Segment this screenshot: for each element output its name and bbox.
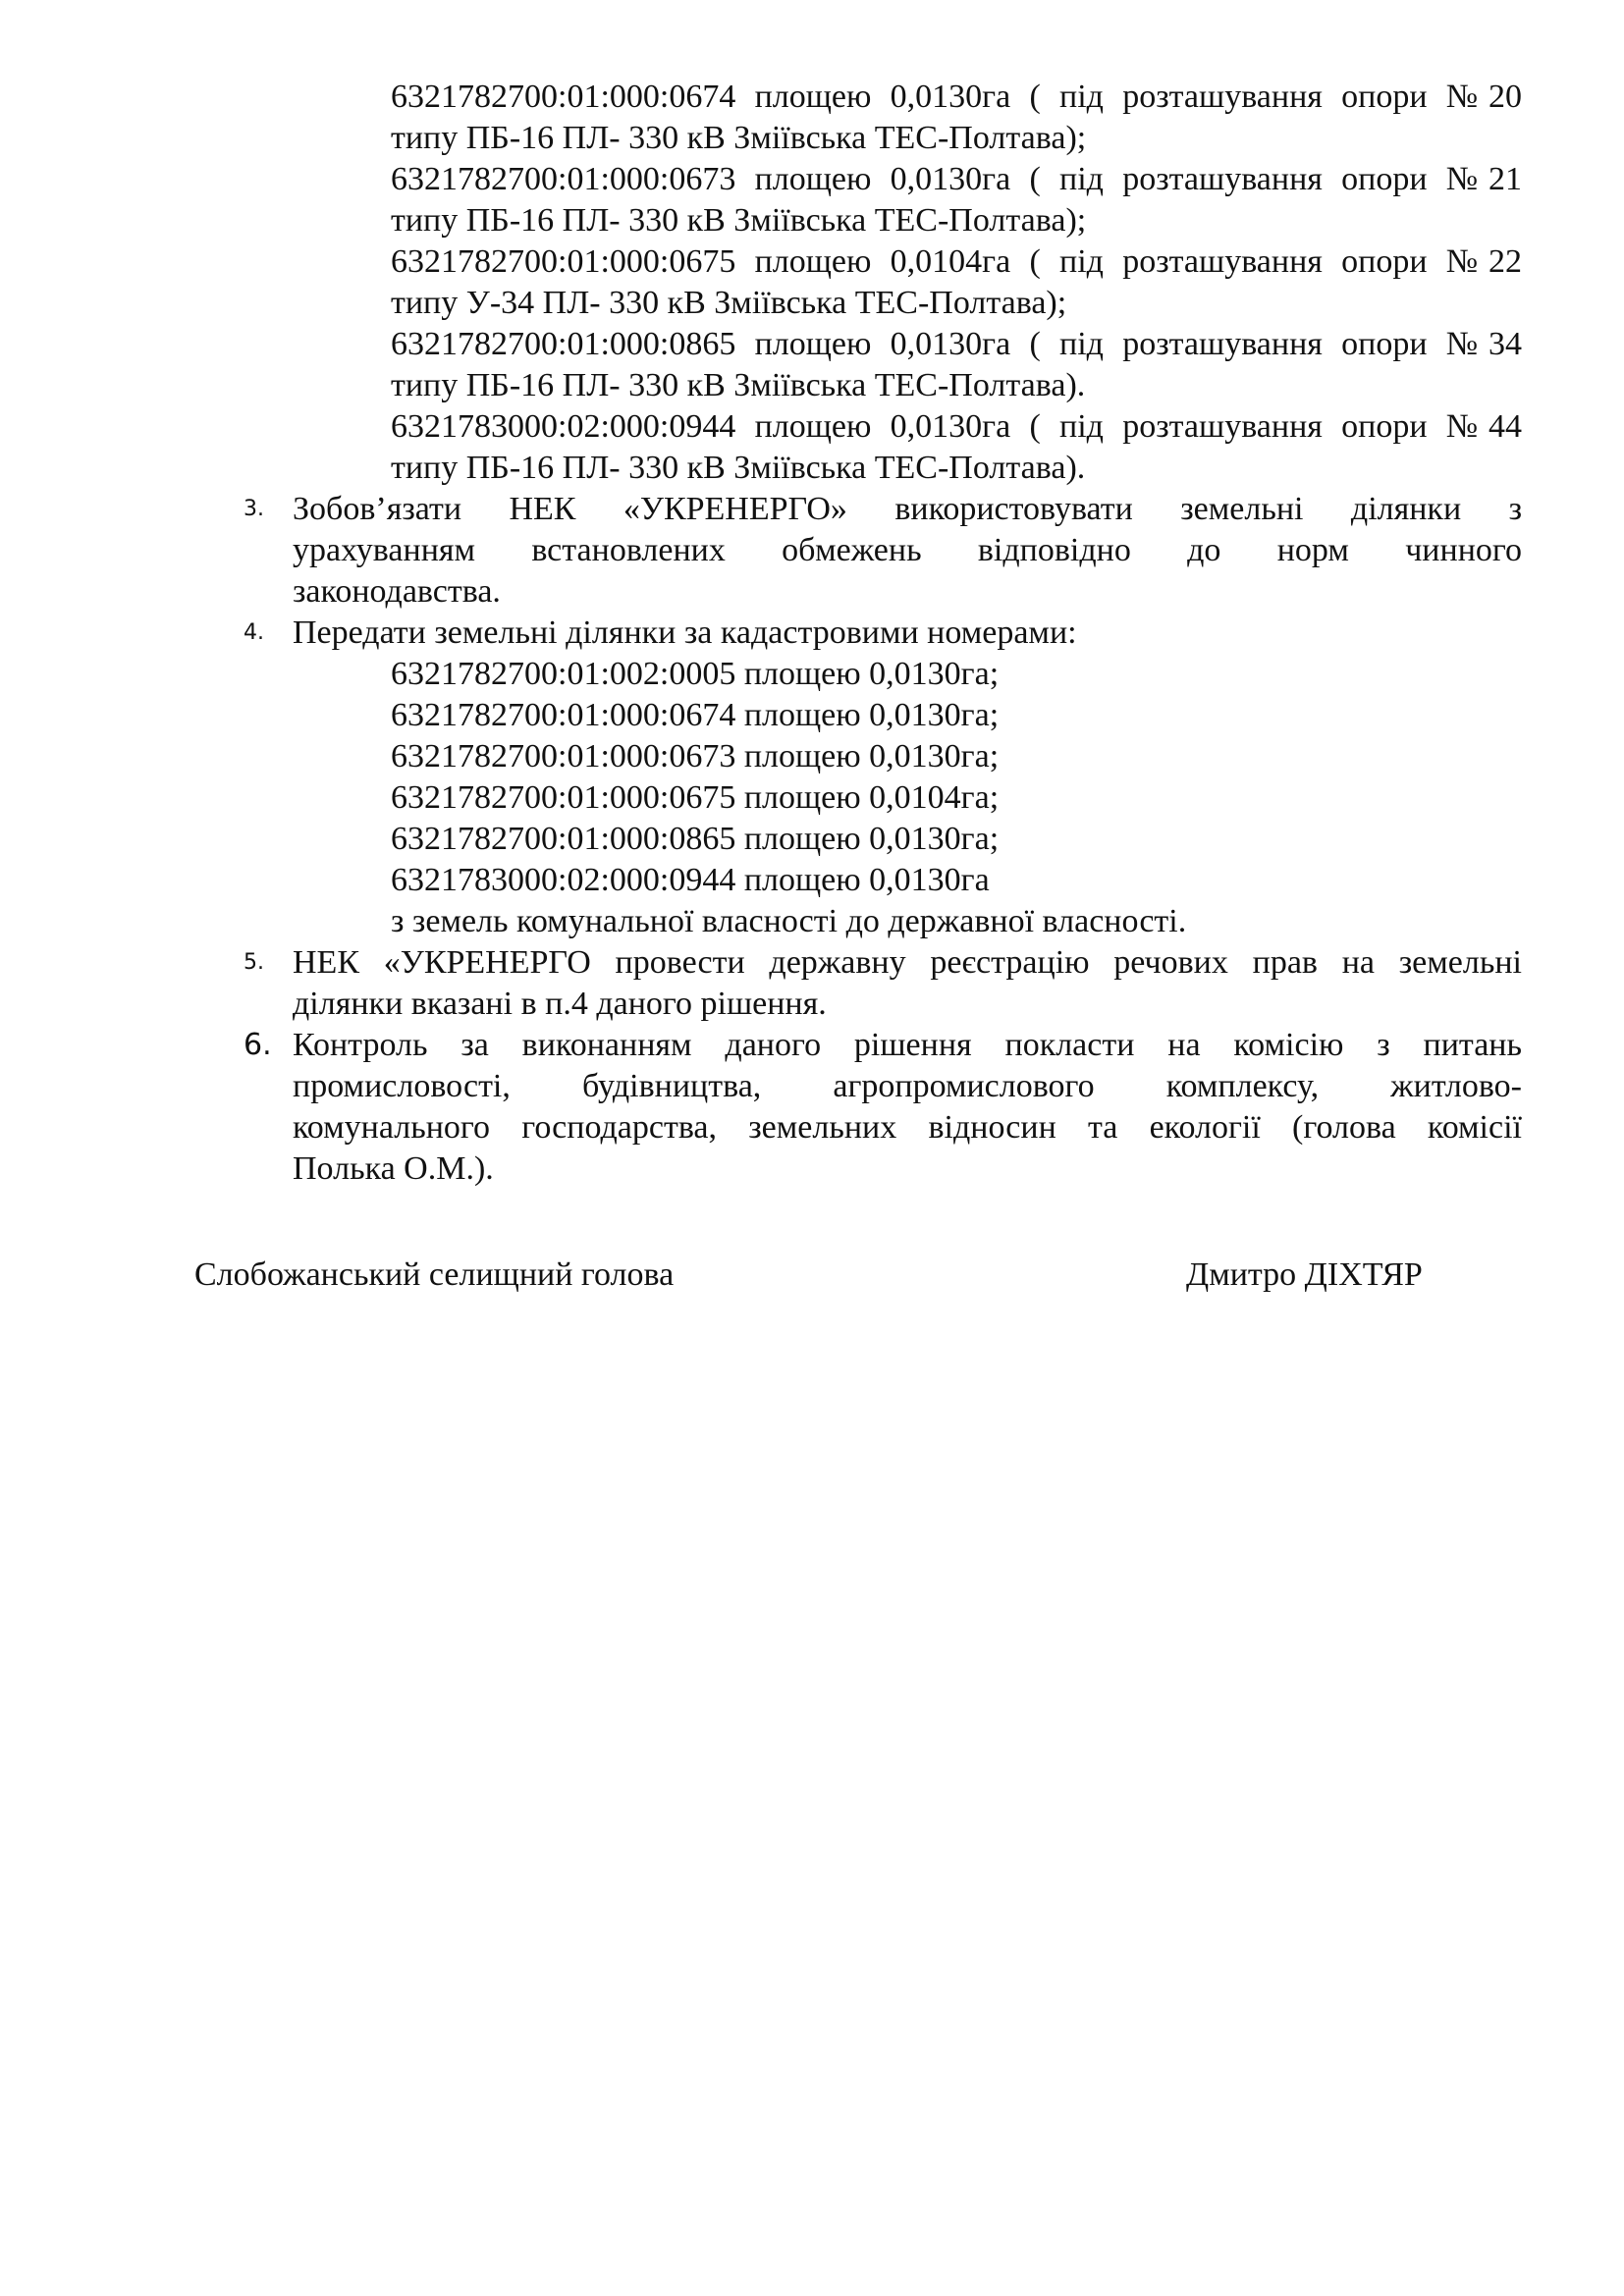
cadastral-entry: 6321782700:01:000:0675 площею 0,0104га; bbox=[391, 779, 1000, 816]
item-text-line: Передати земельні ділянки за кадастровими номерами: bbox=[293, 614, 1077, 651]
item-number: 3. bbox=[244, 497, 264, 521]
parcel-line: типу ПБ-16 ПЛ- 330 кВ Зміївська ТЕС-Полтава). bbox=[391, 450, 1086, 486]
cadastral-entry: 6321782700:01:000:0865 площею 0,0130га; bbox=[391, 821, 1000, 857]
parcel-entry bbox=[391, 324, 1522, 406]
parcel-line: типу ПБ-16 ПЛ- 330 кВ Зміївська ТЕС-Полтава); bbox=[391, 120, 1087, 156]
item-text-line: промисловості, будівництва, агропромислового комплексу, житлово- bbox=[293, 1068, 1522, 1104]
parcel-line: 6321782700:01:000:0674 площею 0,0130га ( під розташування опори №20 bbox=[391, 79, 1522, 115]
item-text-line: Контроль за виконанням даного рішення покласти на комісію з питань bbox=[293, 1027, 1522, 1063]
item-text-line: урахуванням встановлених обмежень відповідно до норм чинного bbox=[293, 532, 1522, 568]
cadastral-entry: 6321782700:01:000:0673 площею 0,0130га; bbox=[391, 738, 1000, 774]
signatory-position: Слобожанський селищний голова bbox=[194, 1256, 675, 1293]
parcel-line: типу ПБ-16 ПЛ- 330 кВ Зміївська ТЕС-Полтава). bbox=[391, 367, 1086, 403]
item-number: 6. bbox=[244, 1028, 272, 1062]
item-text-line: ділянки вказані в п.4 даного рішення. bbox=[293, 986, 827, 1022]
document-body bbox=[196, 77, 1522, 1190]
parcel-line: 6321783000:02:000:0944 площею 0,0130га ( під розташування опори №44 bbox=[391, 408, 1522, 445]
parcel-line: 6321782700:01:000:0865 площею 0,0130га ( під розташування опори №34 bbox=[391, 326, 1522, 362]
decision-item-5 bbox=[196, 942, 1522, 1025]
cadastral-entry: 6321782700:01:000:0674 площею 0,0130га; bbox=[391, 697, 1000, 733]
decision-item-6 bbox=[196, 1025, 1522, 1190]
cadastral-number-list bbox=[391, 654, 1522, 942]
decision-item-4 bbox=[196, 613, 1522, 942]
item-text-line: НЕК «УКРЕНЕРГО провести державну реєстрацію речових прав на земельні bbox=[293, 944, 1522, 981]
signatory-name: Дмитро ДІХТЯР bbox=[1186, 1256, 1423, 1293]
parcel-line: 6321782700:01:000:0675 площею 0,0104га ( під розташування опори №22 bbox=[391, 243, 1522, 280]
item-text-line: комунального господарства, земельних відносин та екології (голова комісії bbox=[293, 1109, 1522, 1146]
parcel-list-continued bbox=[391, 77, 1522, 489]
item-text-line: Зобов’язати НЕК «УКРЕНЕРГО» використовувати земельні ділянки з bbox=[293, 491, 1522, 527]
cadastral-entry: 6321783000:02:000:0944 площею 0,0130га bbox=[391, 862, 990, 898]
parcel-entry bbox=[391, 77, 1522, 159]
cadastral-entry: 6321782700:01:002:0005 площею 0,0130га; bbox=[391, 656, 1000, 692]
parcel-line: 6321782700:01:000:0673 площею 0,0130га ( під розташування опори №21 bbox=[391, 161, 1522, 197]
parcel-entry bbox=[391, 406, 1522, 489]
item-number: 5. bbox=[244, 950, 264, 975]
parcel-entry bbox=[391, 241, 1522, 324]
item-text-line: законодавства. bbox=[293, 573, 501, 610]
cadastral-list-outro: з земель комунальної власності до державної власності. bbox=[391, 903, 1187, 939]
parcel-line: типу ПБ-16 ПЛ- 330 кВ Зміївська ТЕС-Полтава); bbox=[391, 202, 1087, 239]
item-text-line: Полька О.М.). bbox=[293, 1150, 494, 1187]
parcel-entry bbox=[391, 159, 1522, 241]
decision-item-3 bbox=[196, 489, 1522, 613]
parcel-line: типу У-34 ПЛ- 330 кВ Зміївська ТЕС-Полтава); bbox=[391, 285, 1067, 321]
item-number: 4. bbox=[244, 620, 264, 645]
